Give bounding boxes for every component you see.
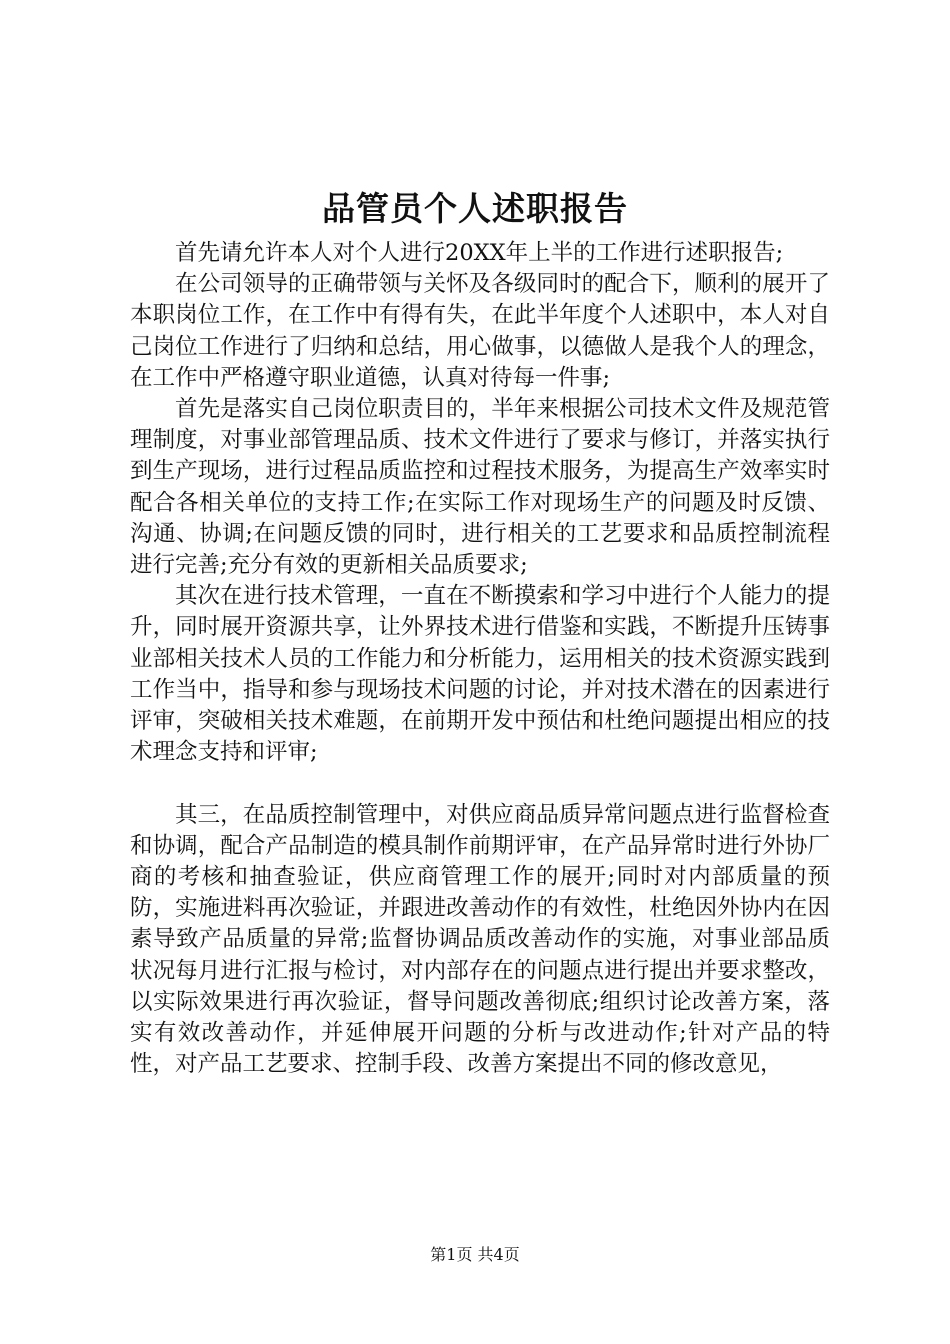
page-footer: 第1页 共4页 [430, 1245, 520, 1264]
paragraph-intro: 首先请允许本人对个人进行20XX年上半的工作进行述职报告; [175, 240, 784, 266]
document-body [130, 238, 830, 1080]
paragraph-technical-management: 其次在进行技术管理，一直在不断摸索和学习中进行个人能力的提升，同时展开资源共享，让外界技术进行借鉴和实践，不断提升压铸事业部相关技术人员的工作能力和分析能力，运用相关的技术资源实践到工作当中，指导和参与现场技术问题的讨论，并对技术潜在的因素进行评审，突破相关技术难题，在前期开发中预估和杜绝问题提出相应的技术理念支持和评审; [130, 583, 830, 766]
paragraph-responsibilities: 首先是落实自己岗位职责目的，半年来根据公司技术文件及规范管理制度，对事业部管理品质、技术文件进行了要求与修订，并落实执行到生产现场，进行过程品质监控和过程技术服务，为提高生产效率实时配合各相关单位的支持工作;在实际工作对现场生产的问题及时反馈、沟通、协调;在问题反馈的同时，进行相关的工艺要求和品质控制流程进行完善;充分有效的更新相关品质要求; [130, 396, 830, 579]
document-title: 品管员个人述职报告 [322, 189, 628, 228]
paragraph-quality-control: 其三，在品质控制管理中，对供应商品质异常问题点进行监督检查和协调，配合产品制造的模具制作前期评审，在产品异常时进行外协厂商的考核和抽查验证，供应商管理工作的展开;同时对内部质量的预防，实施进料再次验证，并跟进改善动作的有效性，杜绝因外协内在因素导致产品质量的异常;监督协调品质改善动作的实施，对事业部品质状况每月进行汇报与检讨，对内部存在的问题点进行提出并要求整改，以实际效果进行再次验证，督导问题改善彻底;组织讨论改善方案，落实有效改善动作，并延伸展开问题的分析与改进动作;针对产品的特性，对产品工艺要求、控制手段、改善方案提出不同的修改意见， [130, 801, 830, 1078]
paragraph-overview: 在公司领导的正确带领与关怀及各级同时的配合下，顺利的展开了本职岗位工作，在工作中有得有失，在此半年度个人述职中，本人对自己岗位工作进行了归纳和总结，用心做事，以德做人是我个人的理念，在工作中严格遵守职业道德，认真对待每一件事; [130, 271, 830, 391]
